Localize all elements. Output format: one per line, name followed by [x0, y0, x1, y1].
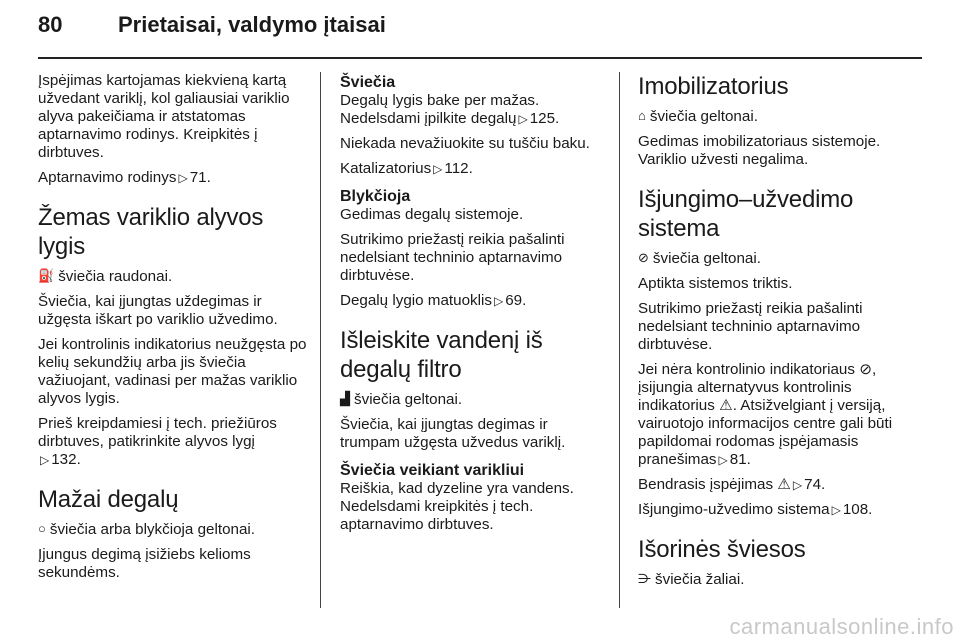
paragraph: Išjungimo-užvedimo sistema ▷ 108.: [638, 501, 873, 518]
fuel-pump-icon: ○: [38, 521, 46, 536]
arrow-ref-icon: ▷: [433, 162, 443, 176]
column-2: [340, 72, 608, 541]
paragraph: ⛽ šviečia raudonai.: [38, 268, 173, 285]
page-reference[interactable]: 81.: [729, 451, 751, 468]
page-number: 80: [38, 12, 63, 37]
water-in-fuel-icon: ▟: [340, 391, 350, 406]
car-lock-icon: ⌂: [638, 108, 646, 123]
paragraph: ⋺ šviečia žaliai.: [638, 571, 745, 588]
section-heading-water-in-fuel: Išleiskite vandenį iš degalų filtro: [340, 327, 543, 383]
section-heading-low-oil: Žemas variklio alyvos lygis: [38, 204, 264, 260]
paragraph: Šviečia, kai įjungtas uždegimas ir užgęsta iškart po variklio užvedimo.: [38, 293, 278, 328]
page-reference[interactable]: 125.: [529, 110, 560, 127]
column-3: [638, 72, 910, 596]
column-1: [38, 72, 310, 589]
paragraph: Aptikta sistemos triktis.: [638, 275, 793, 292]
paragraph: Įspėjimas kartojamas kiekvieną kartą užvedant variklį, kol galiausiai variklio alyva pakeičiama ir atstatomas aptarnavimo rodinys. Kreipkitės į dirbtuves.: [38, 72, 290, 161]
warning-triangle-icon: ⚠: [719, 397, 733, 414]
section-heading-immobilizer: Imobilizatorius: [638, 73, 789, 100]
arrow-ref-icon: ▷: [718, 453, 728, 467]
page-reference[interactable]: 108.: [842, 501, 873, 518]
page-reference[interactable]: 112.: [444, 160, 473, 177]
paragraph: Niekada nevažiuokite su tuščiu baku.: [340, 135, 590, 152]
paragraph: Šviečia, kai įjungtas degimas ir trumpam užgęsta užvedus variklį.: [340, 416, 566, 451]
section-heading-exterior-lights: Išorinės šviesos: [638, 536, 806, 563]
paragraph: Degalų lygis bake per mažas. Nedelsdami įpilkite degalų ▷ 125.: [340, 92, 560, 127]
oil-can-icon: ⛽: [38, 268, 55, 283]
paragraph: ⊘ šviečia geltonai.: [638, 250, 761, 267]
page-header: [38, 12, 386, 52]
paragraph: ⌂ šviečia geltonai.: [638, 108, 758, 125]
page-reference[interactable]: 74.: [804, 476, 826, 493]
column-divider-1: [320, 72, 321, 608]
arrow-ref-icon: ▷: [831, 503, 841, 517]
arrow-ref-icon: ▷: [792, 478, 803, 492]
paragraph: Katalizatorius ▷ 112.: [340, 160, 473, 177]
paragraph: Gedimas imobilizatoriaus sistemoje. Variklio užvesti negalima.: [638, 133, 881, 168]
subheading-lit: Šviečia: [340, 74, 396, 91]
paragraph: Jei nėra kontrolinio indikatoriaus ⊘, įsijungia alternatyvus kontrolinis indikatorius ⚠. Atsižvelgiant į versiją, vairuotojo informacijos centre gali būti papildomai rodomas įspėjamasis pranešimas ▷ 81.: [638, 361, 893, 468]
paragraph: Aptarnavimo rodinys ▷ 71.: [38, 169, 211, 186]
subheading-blinks: Blykčioja: [340, 188, 411, 205]
arrow-ref-icon: ▷: [518, 112, 528, 126]
arrow-ref-icon: ▷: [40, 453, 50, 467]
section-heading-low-fuel: Mažai degalų: [38, 486, 179, 513]
paragraph: Sutrikimo priežastį reikia pašalinti nedelsiant techninio aptarnavimo dirbtuvėse.: [340, 231, 565, 284]
warning-triangle-icon: ⚠: [777, 476, 791, 493]
section-heading-stop-start: Išjungimo–užvedimo sistema: [638, 186, 854, 242]
subheading-engine-running: Šviečia veikiant varikliui: [340, 462, 525, 479]
stop-start-icon: ⊘: [638, 250, 649, 265]
paragraph: ▟ šviečia geltonai.: [340, 391, 463, 408]
paragraph: Gedimas degalų sistemoje.: [340, 206, 524, 223]
page-reference[interactable]: 132.: [51, 451, 81, 468]
paragraph: Degalų lygio matuoklis ▷ 69.: [340, 292, 527, 309]
paragraph: Jei kontrolinis indikatorius neužgęsta po kelių sekundžių arba jis šviečia važiuojant, vadinasi per mažas variklio alyvos lygis.: [38, 336, 307, 407]
paragraph: Reiškia, kad dyzeline yra vandens. Nedelsdami kreipkitės į tech. aptarnavimo dirbtuves.: [340, 480, 574, 533]
exterior-lights-icon: ⋺: [638, 571, 651, 586]
paragraph: Bendrasis įspėjimas ⚠ ▷ 74.: [638, 476, 826, 493]
stop-start-icon: ⊘: [859, 361, 872, 378]
paragraph: Įjungus degimą įsižiebs kelioms sekundėms.: [38, 546, 251, 581]
column-divider-2: [619, 72, 620, 608]
page-reference[interactable]: 69.: [505, 292, 527, 309]
paragraph: Prieš kreipdamiesi į tech. priežiūros dirbtuves, patikrinkite alyvos lygį ▷ 132.: [38, 415, 277, 468]
page-reference[interactable]: 71.: [189, 169, 211, 186]
arrow-ref-icon: ▷: [493, 294, 504, 308]
watermark: carmanualsonline.info: [729, 614, 954, 639]
arrow-ref-icon: ▷: [178, 171, 188, 185]
paragraph: Sutrikimo priežastį reikia pašalinti nedelsiant techninio aptarnavimo dirbtuvėse.: [638, 300, 863, 353]
page-title: Prietaisai, valdymo įtaisai: [118, 12, 386, 37]
paragraph: ○ šviečia arba blykčioja geltonai.: [38, 521, 256, 538]
header-divider: [38, 57, 922, 59]
